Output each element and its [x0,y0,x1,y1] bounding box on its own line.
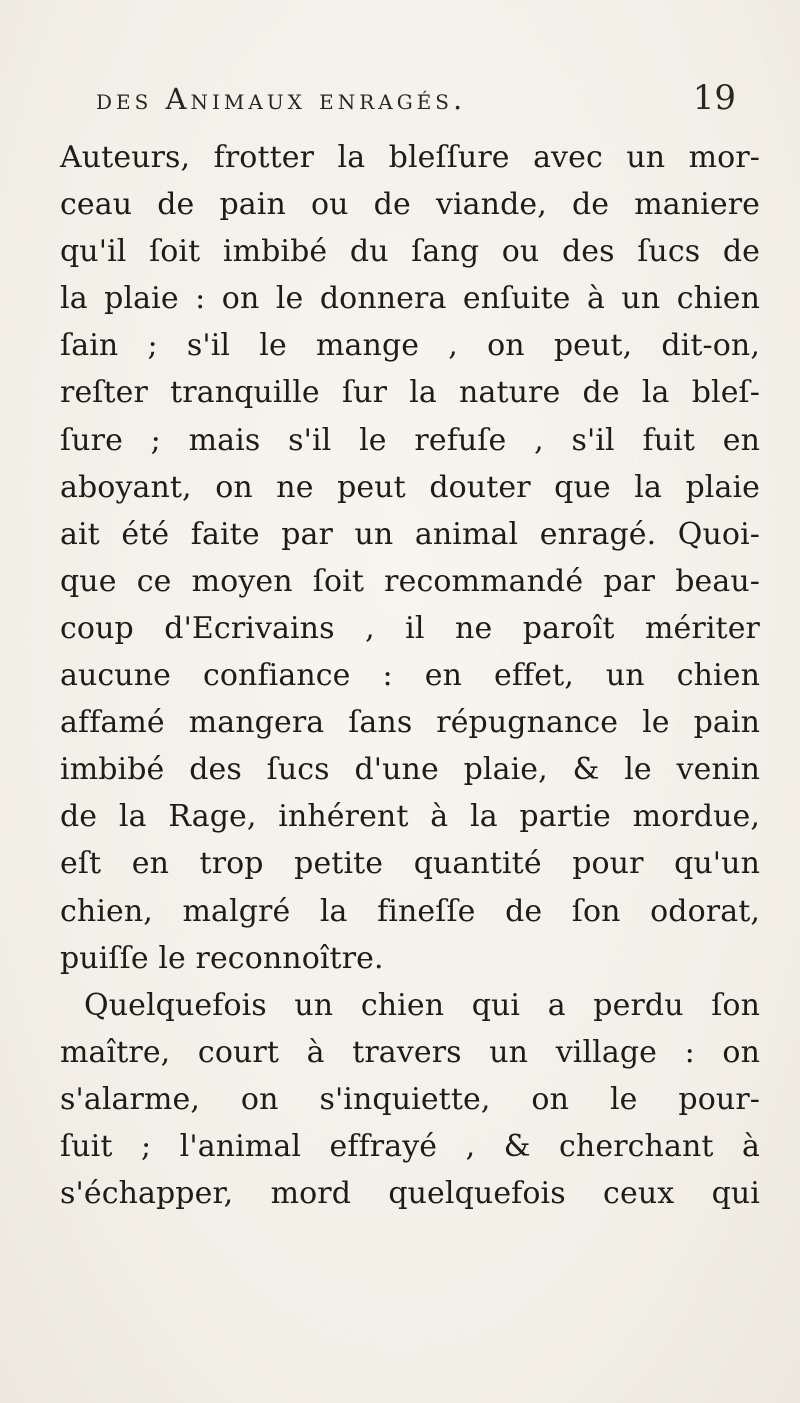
text-line: aucune confiance : en effet, un chien [60,658,760,694]
text-line: reſter tranquille ſur la nature de la bleſ- [60,375,760,411]
text-line: puiſſe le reconnoître. [60,940,384,976]
text-line: la plaie : on le donnera enſuite à un chien [60,281,760,317]
text-line: ſain ; s'il le mange , on peut, dit-on, [60,328,760,364]
text-line: affamé mangera ſans répugnance le pain [60,705,760,741]
text-line: qu'il ſoit imbibé du ſang ou des ſucs de [60,234,760,270]
text-line: que ce moyen ſoit recommandé par beau- [60,563,760,599]
text-line: imbibé des ſucs d'une plaie, & le venin [60,752,760,788]
text-line: Auteurs, frotter la bleſſure avec un mor- [60,140,760,175]
text-line: aboyant, on ne peut douter que la plaie [60,469,760,505]
text-line: eſt en trop petite quantité pour qu'un [60,846,760,882]
running-head [96,74,736,124]
running-title: des Animaux enragés. [96,82,467,116]
text-line: chien, malgré la fineſſe de ſon odorat, [60,893,760,929]
text-line: ſure ; mais s'il le refuſe , s'il fuit en [60,422,760,458]
text-line: ceau de pain ou de viande, de maniere [60,187,760,223]
text-line: s'alarme, on s'inquiette, on le pour- [60,1081,760,1117]
page-number: 19 [692,78,736,118]
text-line: de la Rage, inhérent à la partie mordue, [60,799,760,835]
text-line: maître, court à travers un village : on [60,1034,760,1070]
text-line: coup d'Ecrivains , il ne paroît mériter [60,610,760,646]
text-line: s'échapper, mord quelquefois ceux qui [60,1176,760,1212]
text-line: Quelquefois un chien qui a perdu ſon [84,987,760,1023]
body-text [60,134,760,1217]
text-line: ſuit ; l'animal effrayé , & cherchant à [60,1128,760,1164]
text-line: ait été faite par un animal enragé. Quoi- [60,516,760,552]
